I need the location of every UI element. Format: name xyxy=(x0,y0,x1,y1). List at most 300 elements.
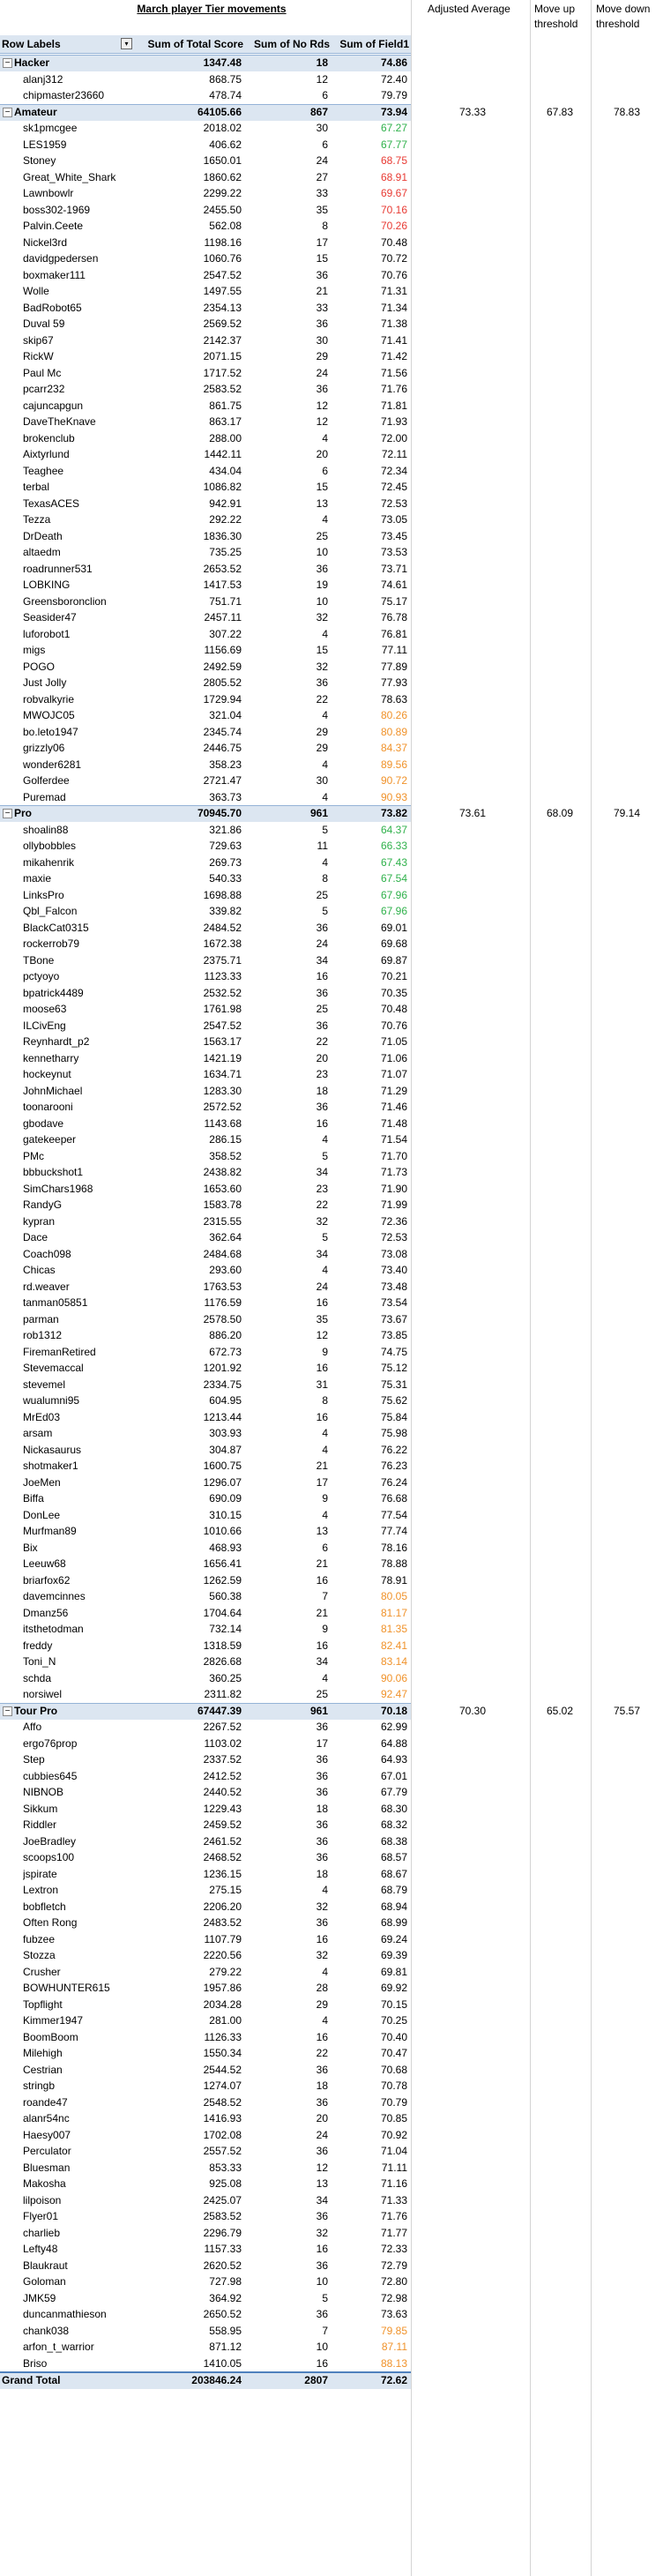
group-move-down-threshold xyxy=(592,55,661,71)
player-total-score: 1729.94 xyxy=(203,692,242,706)
player-total-score: 1143.68 xyxy=(204,1116,242,1130)
player-no-rds: 16 xyxy=(316,970,328,982)
player-field1: 68.99 xyxy=(380,1916,407,1929)
player-total-score: 279.22 xyxy=(209,1965,242,1978)
player-no-rds: 4 xyxy=(322,758,328,771)
sum-no-rds-header: Sum of No Rds xyxy=(254,38,330,50)
player-no-rds: 35 xyxy=(316,203,328,216)
player-no-rds: 32 xyxy=(316,660,328,673)
player-no-rds: 36 xyxy=(316,1769,328,1782)
player-total-score: 1198.16 xyxy=(204,235,242,249)
player-name: Sikkum xyxy=(23,1802,58,1815)
player-total-score: 2071.15 xyxy=(203,350,242,362)
player-no-rds: 34 xyxy=(316,953,328,967)
player-name: Affo xyxy=(23,1721,42,1733)
player-name: freddy xyxy=(23,1639,53,1652)
player-no-rds: 16 xyxy=(316,2356,328,2370)
player-name: altaedm xyxy=(23,546,61,558)
player-total-score: 2446.75 xyxy=(203,742,242,754)
player-total-score: 1497.55 xyxy=(203,285,242,297)
player-field1: 67.79 xyxy=(380,1786,407,1798)
player-total-score: 540.33 xyxy=(209,872,242,885)
player-name: JohnMichael xyxy=(23,1084,83,1097)
player-name: Paul Mc xyxy=(23,366,62,379)
player-no-rds: 4 xyxy=(322,709,328,721)
player-field1: 72.53 xyxy=(380,497,407,510)
player-total-score: 1176.59 xyxy=(204,1296,242,1309)
player-name: rockerrob79 xyxy=(23,937,80,950)
player-total-score: 281.00 xyxy=(209,2014,242,2027)
player-name: Stozza xyxy=(23,1949,56,1961)
grid-line xyxy=(411,0,412,2576)
player-field1: 71.11 xyxy=(381,2161,407,2174)
player-total-score: 292.22 xyxy=(209,513,242,526)
player-no-rds: 16 xyxy=(316,1116,328,1130)
player-no-rds: 12 xyxy=(316,2161,328,2174)
player-field1: 71.99 xyxy=(380,1198,407,1211)
player-total-score: 310.15 xyxy=(209,1508,242,1521)
player-field1: 75.84 xyxy=(380,1410,407,1423)
player-total-score: 1416.93 xyxy=(203,2112,242,2124)
player-field1: 71.48 xyxy=(380,1116,407,1130)
player-no-rds: 30 xyxy=(316,122,328,134)
player-field1: 70.85 xyxy=(380,2112,407,2124)
player-name: MWOJC05 xyxy=(23,709,75,721)
player-name: NIBNOB xyxy=(23,1786,64,1798)
player-no-rds: 34 xyxy=(316,1166,328,1178)
group-sum-no-rds: 961 xyxy=(309,807,328,819)
player-no-rds: 24 xyxy=(316,1280,328,1293)
player-field1: 71.54 xyxy=(380,1133,407,1146)
player-field1: 68.57 xyxy=(380,1851,407,1863)
player-no-rds: 22 xyxy=(316,1035,328,1048)
player-name: Nickasaurus xyxy=(23,1443,82,1456)
player-field1: 70.47 xyxy=(380,2047,407,2059)
player-total-score: 1296.07 xyxy=(203,1475,242,1489)
player-field1: 71.05 xyxy=(380,1035,407,1048)
player-total-score: 406.62 xyxy=(209,138,242,151)
player-name: TexasACES xyxy=(23,497,80,510)
group-label: Hacker xyxy=(14,56,50,69)
player-name: DrDeath xyxy=(23,529,63,542)
player-field1: 74.75 xyxy=(380,1345,407,1358)
player-name: FiremanRetired xyxy=(23,1345,96,1358)
player-total-score: 2018.02 xyxy=(203,122,242,134)
player-no-rds: 19 xyxy=(316,579,328,591)
group-move-up-threshold xyxy=(529,55,591,71)
player-name: LinksPro xyxy=(23,888,64,901)
player-no-rds: 4 xyxy=(322,1884,328,1896)
player-no-rds: 29 xyxy=(316,742,328,754)
player-name: Coach098 xyxy=(23,1247,71,1260)
player-no-rds: 36 xyxy=(316,2210,328,2222)
player-total-score: 2557.52 xyxy=(203,2145,242,2157)
player-name: arfon_t_warrior xyxy=(23,2341,94,2353)
player-no-rds: 16 xyxy=(316,1932,328,1945)
player-total-score: 1634.71 xyxy=(203,1068,242,1080)
player-total-score: 2572.52 xyxy=(203,1101,242,1113)
player-field1: 71.38 xyxy=(380,317,407,330)
player-total-score: 1704.64 xyxy=(203,1606,242,1619)
player-name: alanr54nc xyxy=(23,2112,70,2124)
player-name: rd.weaver xyxy=(23,1280,70,1293)
player-name: Perculator xyxy=(23,2145,71,2157)
player-field1: 71.33 xyxy=(380,2193,407,2206)
group-sum-no-rds: 961 xyxy=(309,1704,328,1717)
player-no-rds: 36 xyxy=(316,1019,328,1032)
player-total-score: 2457.11 xyxy=(204,611,242,623)
player-total-score: 672.73 xyxy=(209,1345,242,1358)
player-no-rds: 6 xyxy=(322,1541,328,1554)
player-total-score: 288.00 xyxy=(209,431,242,444)
player-no-rds: 36 xyxy=(316,1101,328,1113)
player-name: Goloman xyxy=(23,2275,66,2288)
player-field1: 71.16 xyxy=(380,2177,407,2190)
player-no-rds: 30 xyxy=(316,333,328,347)
player-field1: 67.27 xyxy=(380,122,407,134)
player-no-rds: 25 xyxy=(316,888,328,901)
player-field1: 69.67 xyxy=(380,187,407,199)
player-name: robvalkyrie xyxy=(23,692,75,706)
player-total-score: 363.73 xyxy=(209,790,242,803)
player-field1: 71.06 xyxy=(380,1051,407,1064)
player-total-score: 1763.53 xyxy=(203,1280,242,1293)
pivot-title: March player Tier movements xyxy=(137,3,287,15)
player-field1: 64.37 xyxy=(380,823,407,836)
player-total-score: 1672.38 xyxy=(203,937,242,950)
player-name: Riddler xyxy=(23,1818,57,1831)
player-field1: 72.36 xyxy=(380,1214,407,1228)
player-name: Duval 59 xyxy=(23,317,65,330)
player-field1: 77.93 xyxy=(380,676,407,689)
player-field1: 73.48 xyxy=(380,1280,407,1293)
player-no-rds: 4 xyxy=(322,1443,328,1456)
player-field1: 71.76 xyxy=(380,383,407,395)
player-field1: 71.41 xyxy=(380,333,407,347)
player-name: Bix xyxy=(23,1541,38,1554)
player-field1: 73.53 xyxy=(380,546,407,558)
player-total-score: 1550.34 xyxy=(203,2047,242,2059)
player-total-score: 1236.15 xyxy=(203,1867,242,1880)
player-total-score: 1318.59 xyxy=(203,1639,242,1652)
player-total-score: 2375.71 xyxy=(203,953,242,967)
player-field1: 77.54 xyxy=(380,1508,407,1521)
player-field1: 73.54 xyxy=(380,1296,407,1309)
player-field1: 80.26 xyxy=(380,709,407,721)
player-name: ILCivEng xyxy=(23,1019,66,1032)
player-no-rds: 5 xyxy=(322,1149,328,1162)
player-no-rds: 5 xyxy=(322,823,328,836)
player-no-rds: 32 xyxy=(316,1900,328,1913)
player-no-rds: 36 xyxy=(316,1916,328,1929)
player-no-rds: 36 xyxy=(316,1851,328,1863)
player-name: BoomBoom xyxy=(23,2030,78,2043)
player-no-rds: 16 xyxy=(316,1639,328,1652)
player-no-rds: 12 xyxy=(316,399,328,412)
player-total-score: 727.98 xyxy=(209,2275,242,2288)
player-name: scoops100 xyxy=(23,1851,75,1863)
player-no-rds: 21 xyxy=(316,285,328,297)
player-total-score: 735.25 xyxy=(209,546,242,558)
player-name: Chicas xyxy=(23,1264,56,1276)
player-field1: 68.32 xyxy=(380,1818,407,1831)
player-no-rds: 10 xyxy=(316,594,328,608)
player-name: stevemel xyxy=(23,1378,66,1391)
player-field1: 81.35 xyxy=(380,1623,407,1635)
player-total-score: 1656.41 xyxy=(203,1557,242,1570)
player-name: roadrunner531 xyxy=(23,562,93,575)
player-no-rds: 18 xyxy=(316,2079,328,2092)
player-no-rds: 36 xyxy=(316,921,328,934)
player-field1: 71.07 xyxy=(380,1068,407,1080)
player-field1: 67.77 xyxy=(380,138,407,151)
player-name: Toni_N xyxy=(23,1655,56,1668)
player-field1: 71.46 xyxy=(380,1101,407,1113)
player-no-rds: 25 xyxy=(316,529,328,542)
player-no-rds: 20 xyxy=(316,448,328,460)
player-field1: 70.79 xyxy=(380,2095,407,2109)
player-field1: 70.92 xyxy=(380,2128,407,2141)
group-sum-total-score: 64105.66 xyxy=(197,105,242,118)
player-no-rds: 13 xyxy=(316,2177,328,2190)
group-adjusted-average: 73.33 xyxy=(458,105,487,118)
player-total-score: 2354.13 xyxy=(203,301,242,314)
group-sum-no-rds: 867 xyxy=(309,105,328,118)
player-total-score: 2299.22 xyxy=(203,187,242,199)
player-total-score: 1126.33 xyxy=(204,2030,242,2043)
player-name: DonLee xyxy=(23,1508,61,1521)
player-no-rds: 36 xyxy=(316,676,328,689)
player-field1: 78.88 xyxy=(380,1557,407,1570)
player-name: davemcinnes xyxy=(23,1590,86,1602)
player-total-score: 468.93 xyxy=(209,1541,242,1554)
player-total-score: 1283.30 xyxy=(203,1084,242,1097)
player-field1: 67.96 xyxy=(380,905,407,917)
player-field1: 72.79 xyxy=(380,2259,407,2272)
player-total-score: 1213.44 xyxy=(203,1410,242,1423)
player-total-score: 321.04 xyxy=(209,709,242,721)
player-no-rds: 11 xyxy=(317,840,328,852)
player-field1: 76.23 xyxy=(380,1460,407,1472)
player-field1: 70.35 xyxy=(380,986,407,999)
group-adjusted-average: 70.30 xyxy=(458,1704,487,1717)
player-name: Tezza xyxy=(23,513,51,526)
player-no-rds: 4 xyxy=(322,627,328,640)
player-total-score: 1698.88 xyxy=(203,888,242,901)
player-field1: 71.31 xyxy=(380,285,407,297)
player-no-rds: 25 xyxy=(316,1003,328,1015)
group-move-down-threshold: 79.14 xyxy=(613,807,641,819)
player-field1: 69.92 xyxy=(380,1982,407,1994)
player-field1: 68.75 xyxy=(380,154,407,167)
player-field1: 88.13 xyxy=(380,2356,407,2370)
player-total-score: 2721.47 xyxy=(203,774,242,787)
player-total-score: 1583.78 xyxy=(203,1198,242,1211)
player-field1: 82.41 xyxy=(380,1639,407,1652)
player-field1: 76.68 xyxy=(380,1492,407,1505)
player-name: bobfletch xyxy=(23,1900,66,1913)
grand-total-field1: 72.62 xyxy=(380,2374,407,2386)
player-field1: 68.79 xyxy=(380,1884,407,1896)
player-no-rds: 5 xyxy=(322,905,328,917)
player-total-score: 2345.74 xyxy=(203,725,242,738)
player-field1: 76.24 xyxy=(380,1475,407,1489)
collapse-minus-icon[interactable]: − xyxy=(3,108,12,117)
player-no-rds: 22 xyxy=(316,692,328,706)
player-name: alanj312 xyxy=(23,72,63,86)
player-field1: 69.87 xyxy=(380,953,407,967)
player-field1: 81.17 xyxy=(380,1606,407,1619)
player-name: pcarr232 xyxy=(23,383,65,395)
player-field1: 73.85 xyxy=(380,1329,407,1341)
player-name: LOBKING xyxy=(23,579,71,591)
player-total-score: 2583.52 xyxy=(203,383,242,395)
player-name: bo.leto1947 xyxy=(23,725,78,738)
player-name: davidgpedersen xyxy=(23,252,99,265)
player-total-score: 303.93 xyxy=(209,1427,242,1439)
player-total-score: 2455.50 xyxy=(203,203,242,216)
player-name: RandyG xyxy=(23,1198,63,1211)
move-down-threshold-header: Move down threshold xyxy=(596,3,651,30)
move-up-threshold-header: Move up threshold xyxy=(534,3,578,30)
player-field1: 72.53 xyxy=(380,1231,407,1243)
player-field1: 78.63 xyxy=(380,692,407,706)
collapse-minus-icon[interactable]: − xyxy=(3,809,12,818)
player-total-score: 868.75 xyxy=(209,72,242,86)
player-no-rds: 36 xyxy=(316,2308,328,2320)
player-field1: 76.78 xyxy=(380,611,407,623)
player-name: boxmaker111 xyxy=(23,268,86,281)
player-no-rds: 36 xyxy=(316,1834,328,1848)
player-no-rds: 30 xyxy=(316,774,328,787)
grand-total-no-rds: 2807 xyxy=(304,2374,328,2386)
player-name: wualumni95 xyxy=(23,1394,80,1407)
player-total-score: 1229.43 xyxy=(203,1802,242,1815)
player-no-rds: 17 xyxy=(316,1736,328,1750)
player-no-rds: 24 xyxy=(316,154,328,167)
player-no-rds: 12 xyxy=(316,1329,328,1341)
player-name: toonarooni xyxy=(23,1101,73,1113)
player-total-score: 1421.19 xyxy=(203,1051,242,1064)
player-total-score: 2412.52 xyxy=(203,1769,242,1782)
player-total-score: 321.86 xyxy=(209,823,242,836)
player-total-score: 2532.52 xyxy=(203,986,242,999)
player-field1: 87.11 xyxy=(381,2341,407,2353)
player-name: Milehigh xyxy=(23,2047,63,2059)
player-field1: 79.79 xyxy=(380,89,407,101)
player-no-rds: 34 xyxy=(316,2193,328,2206)
player-total-score: 2206.20 xyxy=(203,1900,242,1913)
player-name: skip67 xyxy=(23,333,54,347)
player-field1: 75.12 xyxy=(380,1362,407,1374)
player-name: BadRobot65 xyxy=(23,301,82,314)
collapse-minus-icon[interactable]: − xyxy=(3,1706,12,1716)
player-field1: 72.98 xyxy=(380,2291,407,2304)
collapse-minus-icon[interactable]: − xyxy=(3,58,12,68)
player-total-score: 2461.52 xyxy=(203,1834,242,1848)
player-name: parman xyxy=(23,1312,59,1325)
player-no-rds: 6 xyxy=(322,464,328,477)
player-name: POGO xyxy=(23,660,56,673)
player-total-score: 1836.30 xyxy=(203,529,242,542)
player-name: bbbuckshot1 xyxy=(23,1166,84,1178)
player-name: fubzee xyxy=(23,1932,56,1945)
player-total-score: 2484.52 xyxy=(203,921,242,934)
player-field1: 70.16 xyxy=(380,203,407,216)
player-total-score: 604.95 xyxy=(209,1394,242,1407)
player-total-score: 2438.82 xyxy=(203,1166,242,1178)
player-name: Blaukraut xyxy=(23,2259,68,2272)
player-name: Seasider47 xyxy=(23,611,77,623)
player-no-rds: 17 xyxy=(316,235,328,249)
player-total-score: 2547.52 xyxy=(203,268,242,281)
player-field1: 75.98 xyxy=(380,1427,407,1439)
player-field1: 89.56 xyxy=(380,758,407,771)
player-field1: 77.11 xyxy=(381,644,407,656)
player-no-rds: 16 xyxy=(316,1296,328,1309)
player-name: cubbies645 xyxy=(23,1769,78,1782)
player-total-score: 2267.52 xyxy=(203,1721,242,1733)
player-no-rds: 36 xyxy=(316,1786,328,1798)
player-field1: 73.08 xyxy=(380,1247,407,1260)
group-label: Amateur xyxy=(14,105,57,118)
player-total-score: 690.09 xyxy=(209,1492,242,1505)
player-total-score: 1650.01 xyxy=(203,154,242,167)
player-no-rds: 36 xyxy=(316,1818,328,1831)
player-no-rds: 35 xyxy=(316,1312,328,1325)
player-no-rds: 4 xyxy=(322,1264,328,1276)
player-field1: 70.48 xyxy=(380,235,407,249)
player-name: jspirate xyxy=(23,1867,57,1880)
player-no-rds: 4 xyxy=(322,790,328,803)
player-total-score: 2547.52 xyxy=(203,1019,242,1032)
player-field1: 72.11 xyxy=(381,448,407,460)
player-total-score: 275.15 xyxy=(209,1884,242,1896)
player-name: Just Jolly xyxy=(23,676,67,689)
player-total-score: 2468.52 xyxy=(203,1851,242,1863)
player-name: wonder6281 xyxy=(23,758,82,771)
player-field1: 66.33 xyxy=(380,840,407,852)
player-field1: 70.15 xyxy=(380,1997,407,2011)
player-total-score: 360.25 xyxy=(209,1671,242,1684)
player-field1: 76.81 xyxy=(380,627,407,640)
player-total-score: 286.15 xyxy=(209,1133,242,1146)
player-total-score: 2569.52 xyxy=(203,317,242,330)
player-name: hockeynut xyxy=(23,1068,71,1080)
player-field1: 75.31 xyxy=(380,1378,407,1391)
player-total-score: 1563.17 xyxy=(203,1035,242,1048)
player-no-rds: 17 xyxy=(316,1475,328,1489)
player-no-rds: 13 xyxy=(316,1525,328,1537)
player-field1: 64.93 xyxy=(380,1753,407,1766)
player-name: boss302-1969 xyxy=(23,203,91,216)
filter-dropdown-icon[interactable]: ▾ xyxy=(121,38,132,49)
player-name: Haesy007 xyxy=(23,2128,71,2141)
player-total-score: 2653.52 xyxy=(203,562,242,575)
player-total-score: 2548.52 xyxy=(203,2095,242,2109)
player-no-rds: 10 xyxy=(316,546,328,558)
player-no-rds: 9 xyxy=(322,1492,328,1505)
player-field1: 71.77 xyxy=(380,2226,407,2239)
player-field1: 71.70 xyxy=(380,1149,407,1162)
player-total-score: 307.22 xyxy=(209,627,242,640)
player-field1: 72.40 xyxy=(380,72,407,86)
player-name: ergo76prop xyxy=(23,1736,78,1750)
player-no-rds: 7 xyxy=(322,2324,328,2337)
player-no-rds: 33 xyxy=(316,187,328,199)
player-name: tanman05851 xyxy=(23,1296,88,1309)
player-name: Puremad xyxy=(23,790,66,803)
